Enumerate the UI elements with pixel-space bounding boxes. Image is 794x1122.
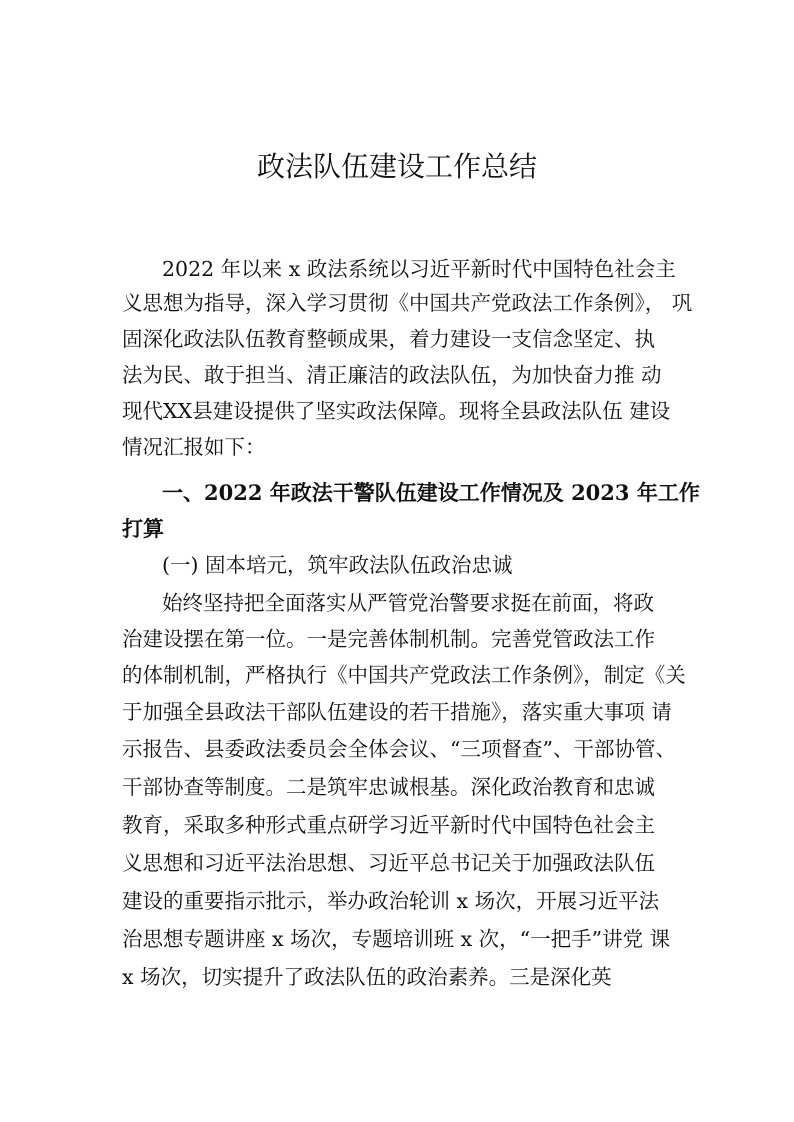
paragraph-line: 干部协查等制度。二是筑牢忠诚根基。深化政治教育和忠诚 xyxy=(122,775,655,799)
paragraph-line: 义思想和习近平法治思想、习近平总书记关于加强政法队伍 xyxy=(122,851,655,875)
section-heading: 一、2022 年政法干警队伍建设工作情况及 2023 年工作 xyxy=(162,480,700,505)
section-heading-continued: 打算 xyxy=(122,516,164,541)
paragraph-line: 现代XX县建设提供了坚实政法保障。现将全县政法队伍 建设 xyxy=(122,399,671,423)
paragraph-line: 教育，采取多种形式重点研学习近平新时代中国特色社会主 xyxy=(122,813,655,837)
paragraph-line: 于加强全县政法干部队伍建设的若干措施》，落实重大事项 请 xyxy=(122,700,672,724)
paragraph-line: 始终坚持把全面落实从严管党治警要求挺在前面，将政 xyxy=(162,591,654,615)
paragraph-line: 法为民、敢于担当、清正廉洁的政法队伍，为加快奋力推 动 xyxy=(122,363,662,387)
subsection-heading: (一) 固本培元，筑牢政法队伍政治忠诚 xyxy=(162,553,513,577)
paragraph-line: 2022 年以来 x 政法系统以习近平新时代中国特色社会主 xyxy=(162,257,676,281)
paragraph-line: 情况汇报如下： xyxy=(122,435,266,459)
paragraph-line: 义思想为指导，深入学习贯彻《中国共产党政法工作条例》， 巩 xyxy=(122,291,693,315)
document-title: 政法队伍建设工作总结 xyxy=(256,150,537,183)
paragraph-line: 治建设摆在第一位。一是完善体制机制。完善党管政法工作 xyxy=(122,627,655,651)
paragraph-line: 建设的重要指示批示，举办政治轮训 x 场次，开展习近平法 xyxy=(122,889,660,913)
paragraph-line: 治思想专题讲座 x 场次，专题培训班 x 次，“一把手”讲党 课 xyxy=(122,927,671,951)
paragraph-line: 的体制机制，严格执行《中国共产党政法工作条例》，制定《关 xyxy=(122,663,686,687)
paragraph-line: x 场次，切实提升了政法队伍的政治素养。三是深化英 xyxy=(122,965,612,989)
paragraph-line: 示报告、县委政法委员会全体会议、“三项督查”、干部协管、 xyxy=(122,737,676,761)
paragraph-line: 固深化政法队伍教育整顿成果，着力建设一支信念坚定、执 xyxy=(122,327,655,351)
